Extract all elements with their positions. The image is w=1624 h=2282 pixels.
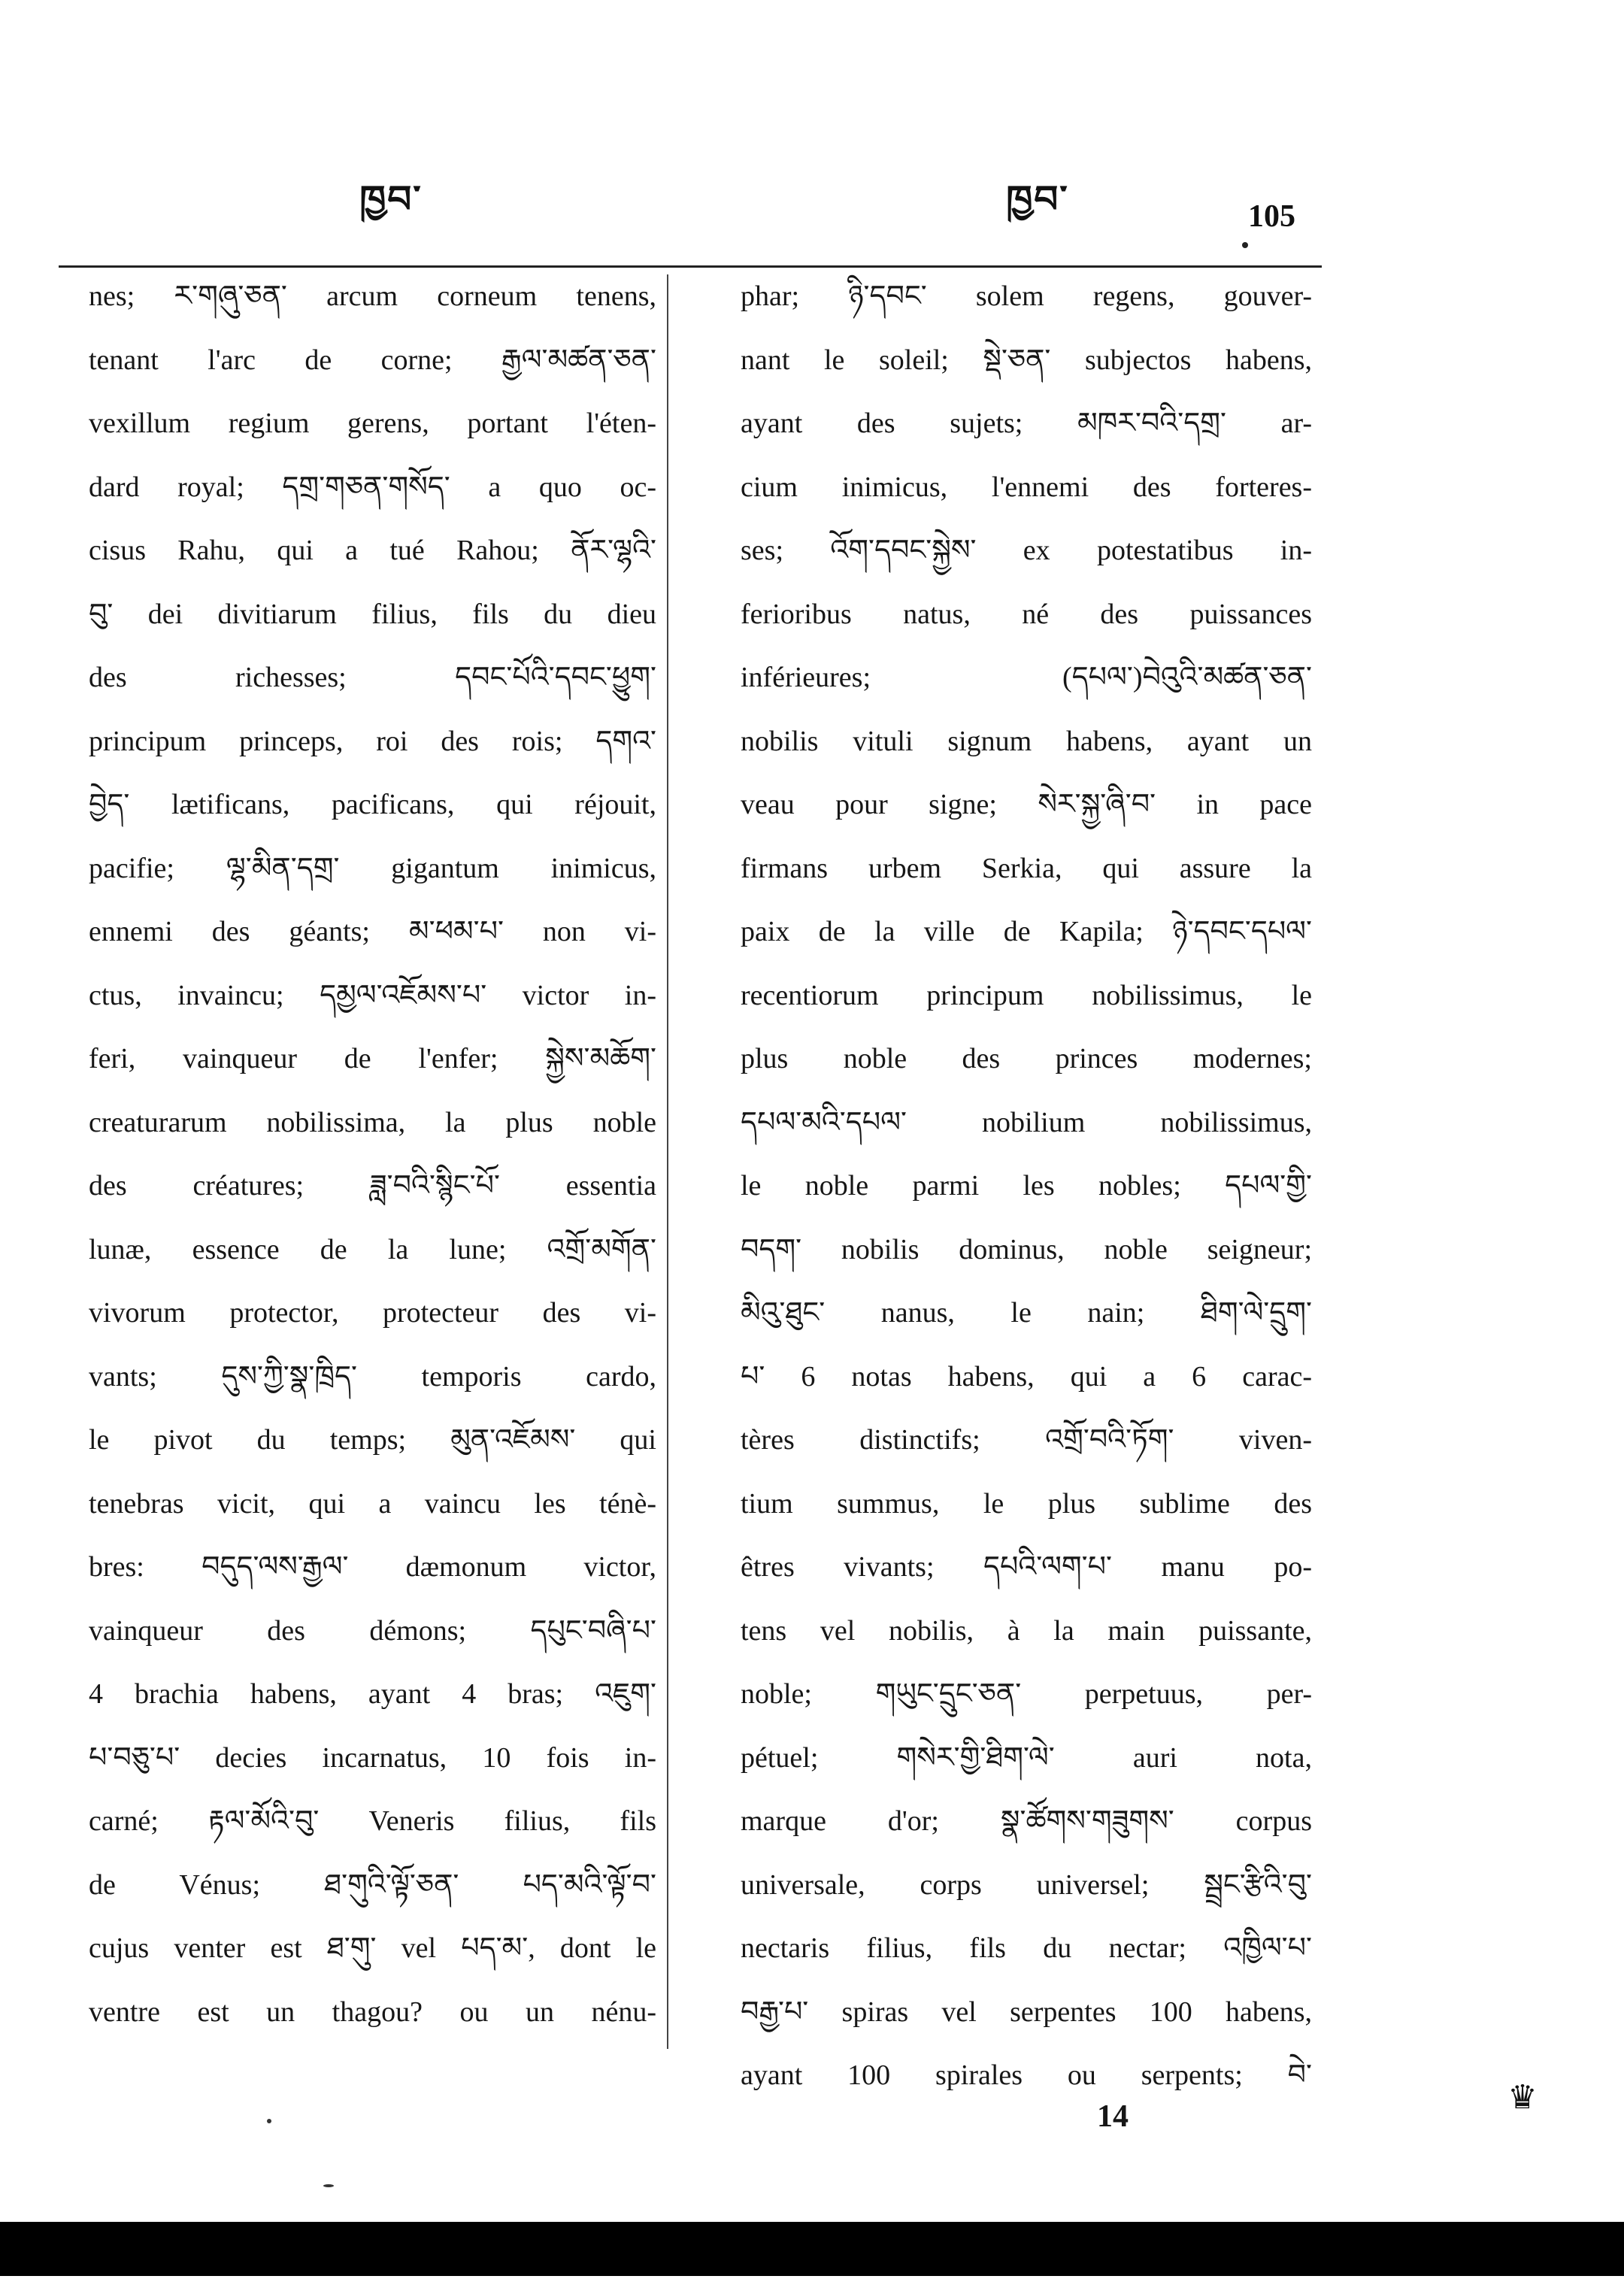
text-line: le pivot du temps; མུན་འཇོམས་ qui <box>89 1424 656 1456</box>
text-line: des créatures; ཟླ་བའི་སྙིང་པོ་ essentia <box>89 1170 656 1202</box>
text-line: བྱེད་ lætificans, pacificans, qui réjouit, <box>89 789 656 820</box>
header-dot <box>1242 242 1248 248</box>
text-line: tères distinctifs; འགྲོ་བའི་ཏོག་ viven- <box>741 1424 1312 1456</box>
text-line: lunæ, essence de la lune; འགྲོ་མགོན་ <box>89 1233 656 1265</box>
text-line: པ་ 6 notas habens, qui a 6 carac- <box>741 1360 1312 1393</box>
right-column <box>741 265 1312 2108</box>
text-line: nobilis vituli signum habens, ayant un <box>741 725 1312 757</box>
ink-speck <box>267 2119 271 2123</box>
text-line: firmans urbem Serkia, qui assure la <box>741 852 1312 884</box>
text-line: le noble parmi les nobles; དཔལ་གྱི་ <box>741 1170 1312 1202</box>
text-line: tenant l'arc de corne; རྒྱལ་མཚན་ཅན་ <box>89 344 656 376</box>
text-line: noble; གཡུང་དྲུང་ཅན་ perpetuus, per- <box>741 1678 1312 1710</box>
text-line: vexillum regium gerens, portant l'éten- <box>89 408 656 439</box>
text-line: plus noble des princes modernes; <box>741 1043 1312 1074</box>
text-line: vainqueur des démons; དཔུང་བཞི་པ་ <box>89 1614 656 1647</box>
left-running-headword: ཁྱབ་ <box>359 177 423 221</box>
text-line: བདག་ nobilis dominus, noble seigneur; <box>741 1233 1312 1265</box>
text-line: cisus Rahu, qui a tué Rahou; ནོར་ལྷའི་ <box>89 535 656 566</box>
text-line: tens vel nobilis, à la main puissante, <box>741 1614 1312 1647</box>
text-line: principum princeps, roi des rois; དགའ་ <box>89 725 656 757</box>
text-line: êtres vivants; དཔའི་ལག་པ་ manu po- <box>741 1551 1312 1583</box>
text-line: cium inimicus, l'ennemi des forteres- <box>741 471 1312 503</box>
text-line: des richesses; དབང་པོའི་དབང་ཕྱུག་ <box>89 662 656 693</box>
text-line: creaturarum nobilissima, la plus noble <box>89 1106 656 1138</box>
text-line: ennemi des géants; མ་ཕམ་པ་ non vi- <box>89 916 656 947</box>
text-line: མིའུ་ཐུང་ nanus, le nain; ཐིག་ལེ་དྲུག་ <box>741 1297 1312 1329</box>
text-line: ferioribus natus, né des puissances <box>741 598 1312 630</box>
text-line: nectaris filius, fils du nectar; འཁྱིལ་པ་ <box>741 1932 1312 1964</box>
text-line: paix de la ville de Kapila; ཉེ་དབང་དཔལ་ <box>741 916 1312 947</box>
text-line: dard royal; དགྲ་གཅན་གསོད་ a quo oc- <box>89 471 656 503</box>
text-line: feri, vainqueur de l'enfer; སྐྱེས་མཆོག་ <box>89 1043 656 1074</box>
text-line: nant le soleil; སྡེ་ཅན་ subjectos habens, <box>741 344 1312 376</box>
text-line: tium summus, le plus sublime des <box>741 1487 1312 1520</box>
text-line: pétuel; གསེར་གྱི་ཐིག་ལེ་ auri nota, <box>741 1741 1312 1774</box>
text-line: ventre est un thagou? ou un nénu- <box>89 1996 656 2028</box>
text-line: inférieures; (དཔལ་)བེའུའི་མཚན་ཅན་ <box>741 662 1312 693</box>
text-line: marque d'or; སྣ་ཚོགས་གཟུགས་ corpus <box>741 1805 1312 1837</box>
text-line: recentiorum principum nobilissimus, le <box>741 979 1312 1011</box>
text-line: ses; འོག་དབང་སྐྱེས་ ex potestatibus in- <box>741 535 1312 566</box>
text-line: པ་བཅུ་པ་ decies incarnatus, 10 fois in- <box>89 1741 656 1774</box>
crown-ornament-icon: ♛ <box>1507 2079 1538 2116</box>
text-line: carné; རྟལ་མོའི་བུ་ Veneris filius, fils <box>89 1805 656 1837</box>
text-line: 4 brachia habens, ayant 4 bras; འཇུག་ <box>89 1678 656 1710</box>
text-line: veau pour signe; སེར་སྐྱ་ཞི་བ་ in pace <box>741 789 1312 820</box>
text-line: དཔལ་མའི་དཔལ་ nobilium nobilissimus, <box>741 1106 1312 1138</box>
text-line: བུ་ dei divitiarum filius, fils du dieu <box>89 598 656 630</box>
text-line: vivorum protector, protecteur des vi- <box>89 1297 656 1329</box>
ink-speck <box>323 2184 334 2187</box>
page-number: 105 <box>1248 199 1295 234</box>
scan-bottom-band <box>0 2222 1624 2276</box>
text-line: བརྒྱ་པ་ spiras vel serpentes 100 habens, <box>741 1996 1312 2028</box>
text-line: bres: བདུད་ལས་རྒྱལ་ dæmonum victor, <box>89 1551 656 1583</box>
text-line: de Vénus; ཐ་གུའི་ལྟོ་ཅན་ པད་མའི་ལྟོ་བ་ <box>89 1868 656 1901</box>
text-line: ayant des sujets; མཁར་བའི་དགྲ་ ar- <box>741 408 1312 439</box>
text-line: pacifie; ལྷ་མིན་དགྲ་ gigantum inimicus, <box>89 852 656 884</box>
text-line: ctus, invaincu; དམྱལ་འཇོམས་པ་ victor in- <box>89 979 656 1011</box>
text-line: ayant 100 spirales ou serpents; བེ་ <box>741 2059 1312 2091</box>
signature-number: 14 <box>1097 2099 1129 2134</box>
text-line: universale, corps universel; སྦྲང་རྩིའི་བུ་ <box>741 1868 1312 1901</box>
text-line: tenebras vicit, qui a vaincu les ténè- <box>89 1487 656 1520</box>
text-line: nes; ར་གཞུ་ཅན་ arcum corneum tenens, <box>89 280 656 312</box>
text-line: phar; ཉི་དབང་ solem regens, gouver- <box>741 280 1312 312</box>
left-column <box>89 265 656 2044</box>
text-line: cujus venter est ཐ་གུ་ vel པད་མ་, dont le <box>89 1932 656 1964</box>
right-running-headword: ཁྱབ་ <box>1006 177 1069 221</box>
text-line: vants; དུས་ཀྱི་སྣ་ཁྲིད་ temporis cardo, <box>89 1360 656 1393</box>
column-divider <box>667 274 668 2049</box>
